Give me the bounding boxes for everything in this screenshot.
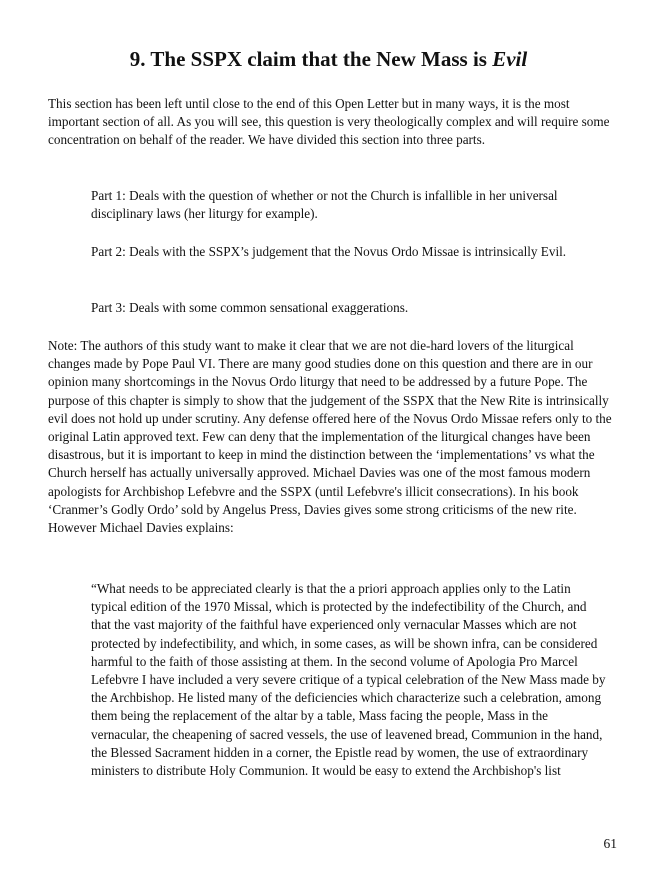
section-title xyxy=(0,46,657,72)
intro-paragraph: This section has been left until close to the end of this Open Letter but in many ways, it is the most important section of all. As you will see, this question is very theologically complex and will require some concentration on behalf of the reader. We have divided this section into three parts. xyxy=(48,96,610,148)
note-paragraph: Note: The authors of this study want to make it clear that we are not die-hard lovers of the liturgical changes made by Pope Paul VI. There are many good studies done on this question and there are in our opinion many shortcomings in the Novus Ordo liturgy that need to be addressed by a future Pope. The purpose of this chapter is simply to show that the judgement of the SSPX that the New Rite is intrinsically evil does not hold up under scrutiny. Any defense offered here of the Novus Ordo Missae refers only to the original Latin approved text. Few can deny that the implementation of the liturgical changes have been disastrous, but it is important to keep in mind the distinction between the ‘implementations’ vs what the Church herself has actually universally approved. Michael Davies was one of the most famous modern apologists for Archbishop Lefebvre and the SSPX (until Lefebvre's illicit consecrations). In his book ‘Cranmer’s Godly Ordo’ sold by Angelus Press, Davies gives some strong criticisms of the new rite. However Michael Davies explains: xyxy=(48,338,612,536)
page-number: 61 xyxy=(603,836,617,851)
quotation-paragraph: “What needs to be appreciated clearly is that the a priori approach applies only to the Latin typical edition of the 1970 Missal, which is protected by the indefectibility of the Church, and that the vast majority of the faithful have experienced only vernacular Masses which are not protected by indefectibility, and which, in some cases, as will be shown infra, can be considered harmful to the faith of those assisting at them. In the second volume of Apologia Pro Marcel Lefebvre I have included a very severe critique of a typical celebration of the New Mass made by the Archbishop. He listed many of the deficiencies which characterize such a celebration, among them being the replacement of the altar by a table, Mass facing the people, Mass in the vernacular, the cheapening of sacred vessels, the use of leavened bread, Communion in the hand, the Blessed Sacrament hidden in a corner, the Epistle read by women, the use of extraordinary ministers to distribute Holy Communion. It would be easy to extend the Archbishop's list xyxy=(91,581,606,779)
part-1-paragraph: Part 1: Deals with the question of whether or not the Church is infallible in her universal disciplinary laws (her liturgy for example). xyxy=(91,188,558,222)
section-title-emphasis: Evil xyxy=(492,47,528,71)
part-3-paragraph: Part 3: Deals with some common sensational exaggerations. xyxy=(91,300,409,315)
section-title-text: 9. The SSPX claim that the New Mass is xyxy=(129,47,493,71)
part-2-paragraph: Part 2: Deals with the SSPX’s judgement that the Novus Ordo Missae is intrinsically Evil. xyxy=(91,244,567,259)
